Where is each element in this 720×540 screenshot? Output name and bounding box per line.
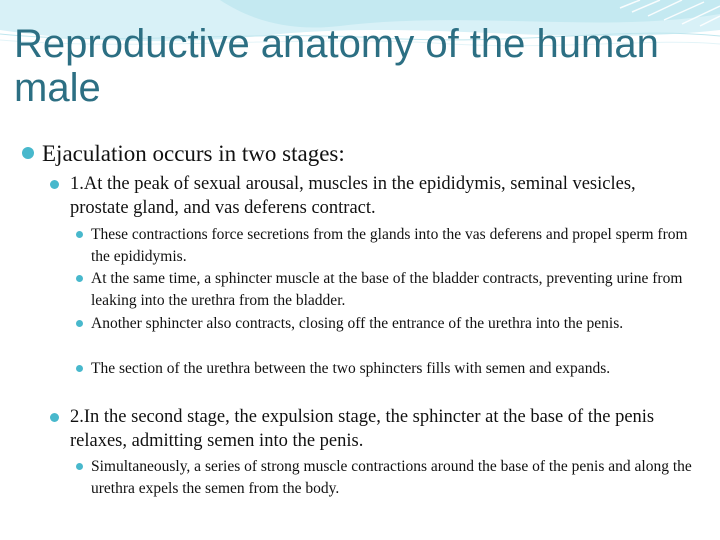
bullet-icon	[76, 275, 83, 282]
stage1-item-3: Another sphincter also contracts, closing off the entrance of the urethra into the penis.	[91, 315, 624, 332]
stage2-item-1: Simultaneously, a series of strong muscle contractions around the base of the penis and along the urethra expels the semen from the body.	[91, 458, 692, 497]
stage2-bullet: 2.In the second stage, the expulsion stage, the sphincter at the base of the penis relaxes, admitting semen into the penis.	[70, 407, 655, 451]
stage1-item-4: The section of the urethra between the two sphincters fills with semen and expands.	[91, 360, 611, 377]
bullet-icon	[76, 463, 83, 470]
bullet-icon	[22, 147, 34, 159]
bullet-icon	[50, 180, 59, 189]
stage1-item-2: At the same time, a sphincter muscle at the base of the bladder contracts, preventing urine from leaking into the urethra from the bladder.	[91, 270, 683, 309]
bullet-icon	[50, 413, 59, 422]
slide-title: Reproductive anatomy of the human male	[14, 22, 659, 110]
stage1-bullet: 1.At the peak of sexual arousal, muscles in the epididymis, seminal vesicles, prostate gland, and vas deferens contract.	[70, 174, 636, 218]
bullet-icon	[76, 320, 83, 327]
main-bullet: Ejaculation occurs in two stages:	[42, 141, 345, 166]
stage1-item-1: These contractions force secretions from the glands into the vas deferens and propel sperm from the epididymis.	[91, 226, 688, 265]
bullet-icon	[76, 231, 83, 238]
bullet-icon	[76, 365, 83, 372]
